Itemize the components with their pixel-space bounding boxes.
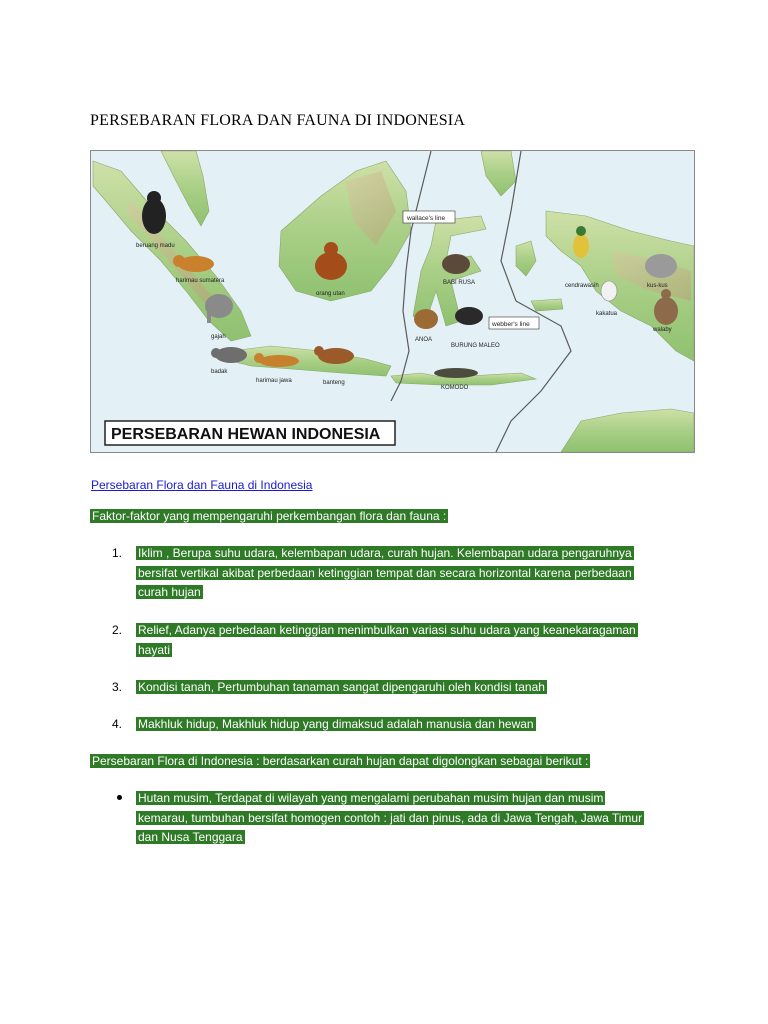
webber-line-label: webber's line: [492, 321, 530, 328]
label-anoa: ANOA: [415, 337, 433, 343]
label-burung-maleo: BURUNG MALEO: [451, 343, 500, 349]
factor-line: Makhluk hidup, Makhluk hidup yang dimaksud adalah manusia dan hewan: [138, 717, 534, 731]
factor-line: Kondisi tanah, Pertumbuhan tanaman sangat dipengaruhi oleh kondisi tanah: [138, 680, 545, 694]
animal-kakatua: [601, 281, 617, 301]
factor-text: [136, 678, 666, 698]
factor-line: curah hujan: [138, 585, 201, 599]
factor-number: 2.: [112, 623, 123, 637]
factor-number: 3.: [112, 680, 123, 694]
flora-intro: [90, 752, 590, 771]
label-babi-rusa: BABI RUSA: [443, 280, 476, 286]
factor-number: 1.: [112, 546, 123, 560]
article-link[interactable]: Persebaran Flora dan Fauna di Indonesia: [91, 478, 313, 492]
fauna-distribution-map: [90, 150, 695, 453]
map-banner-title: PERSEBARAN HEWAN INDONESIA: [111, 426, 381, 443]
label-kakatua: kakatua: [596, 311, 618, 317]
label-badak: badak: [211, 369, 228, 375]
factors-intro-text: Faktor-faktor yang mempengaruhi perkembangan flora dan fauna :: [92, 509, 447, 523]
flora-bullet-text: [136, 789, 666, 848]
animal-babi-rusa: [442, 254, 470, 274]
animal-komodo: [434, 368, 478, 378]
label-harimau-sumatera: harimau sumatera: [176, 278, 225, 284]
label-kus-kus: kus-kus: [647, 283, 668, 289]
label-walaby: walaby: [653, 327, 672, 333]
label-gajah: gajah: [211, 334, 226, 340]
flora-intro-text: Persebaran Flora di Indonesia : berdasarkan curah hujan dapat digolongkan sebagai berikut :: [92, 754, 589, 768]
factor-line: hayati: [138, 642, 171, 657]
factor-text: [136, 621, 666, 660]
factor-text: [136, 715, 666, 735]
label-orang-utan: orang utan: [316, 291, 345, 297]
factors-intro: [90, 507, 448, 526]
label-harimau-jawa: harimau jawa: [256, 378, 292, 384]
factor-text: [136, 544, 666, 603]
flora-line: dan Nusa Tenggara: [138, 830, 243, 844]
label-komodo: KOMODO: [441, 385, 469, 391]
factor-line: bersifat vertikal akibat perbedaan ketinggian tempat dan secara horizontal karena perbedaan: [138, 565, 632, 580]
factor-number: 4.: [112, 717, 123, 731]
label-beruang-madu: beruang madu: [136, 243, 175, 249]
animal-kus-kus: [645, 254, 677, 278]
bullet-marker: [117, 795, 122, 800]
animal-burung-maleo: [455, 307, 483, 325]
label-banteng: banteng: [323, 380, 345, 386]
flora-line: Hutan musim, Terdapat di wilayah yang mengalami perubahan musim hujan dan musim: [138, 791, 604, 805]
wallace-line-label: wallace's line: [407, 215, 446, 222]
flora-line: kemarau, tumbuhan bersifat homogen contoh : jati dan pinus, ada di Jawa Tengah, Jawa Timur: [138, 810, 643, 825]
animal-anoa: [414, 309, 438, 329]
page-title: PERSEBARAN FLORA DAN FAUNA DI INDONESIA: [90, 112, 466, 129]
label-cendrawasih: cendrawasih: [565, 283, 599, 289]
factor-line: Relief, Adanya perbedaan ketinggian menimbulkan variasi suhu udara yang keanekaragaman: [138, 623, 636, 637]
factor-line: Iklim , Berupa suhu udara, kelembapan udara, curah hujan. Kelembapan udara pengaruhnya: [138, 546, 632, 560]
